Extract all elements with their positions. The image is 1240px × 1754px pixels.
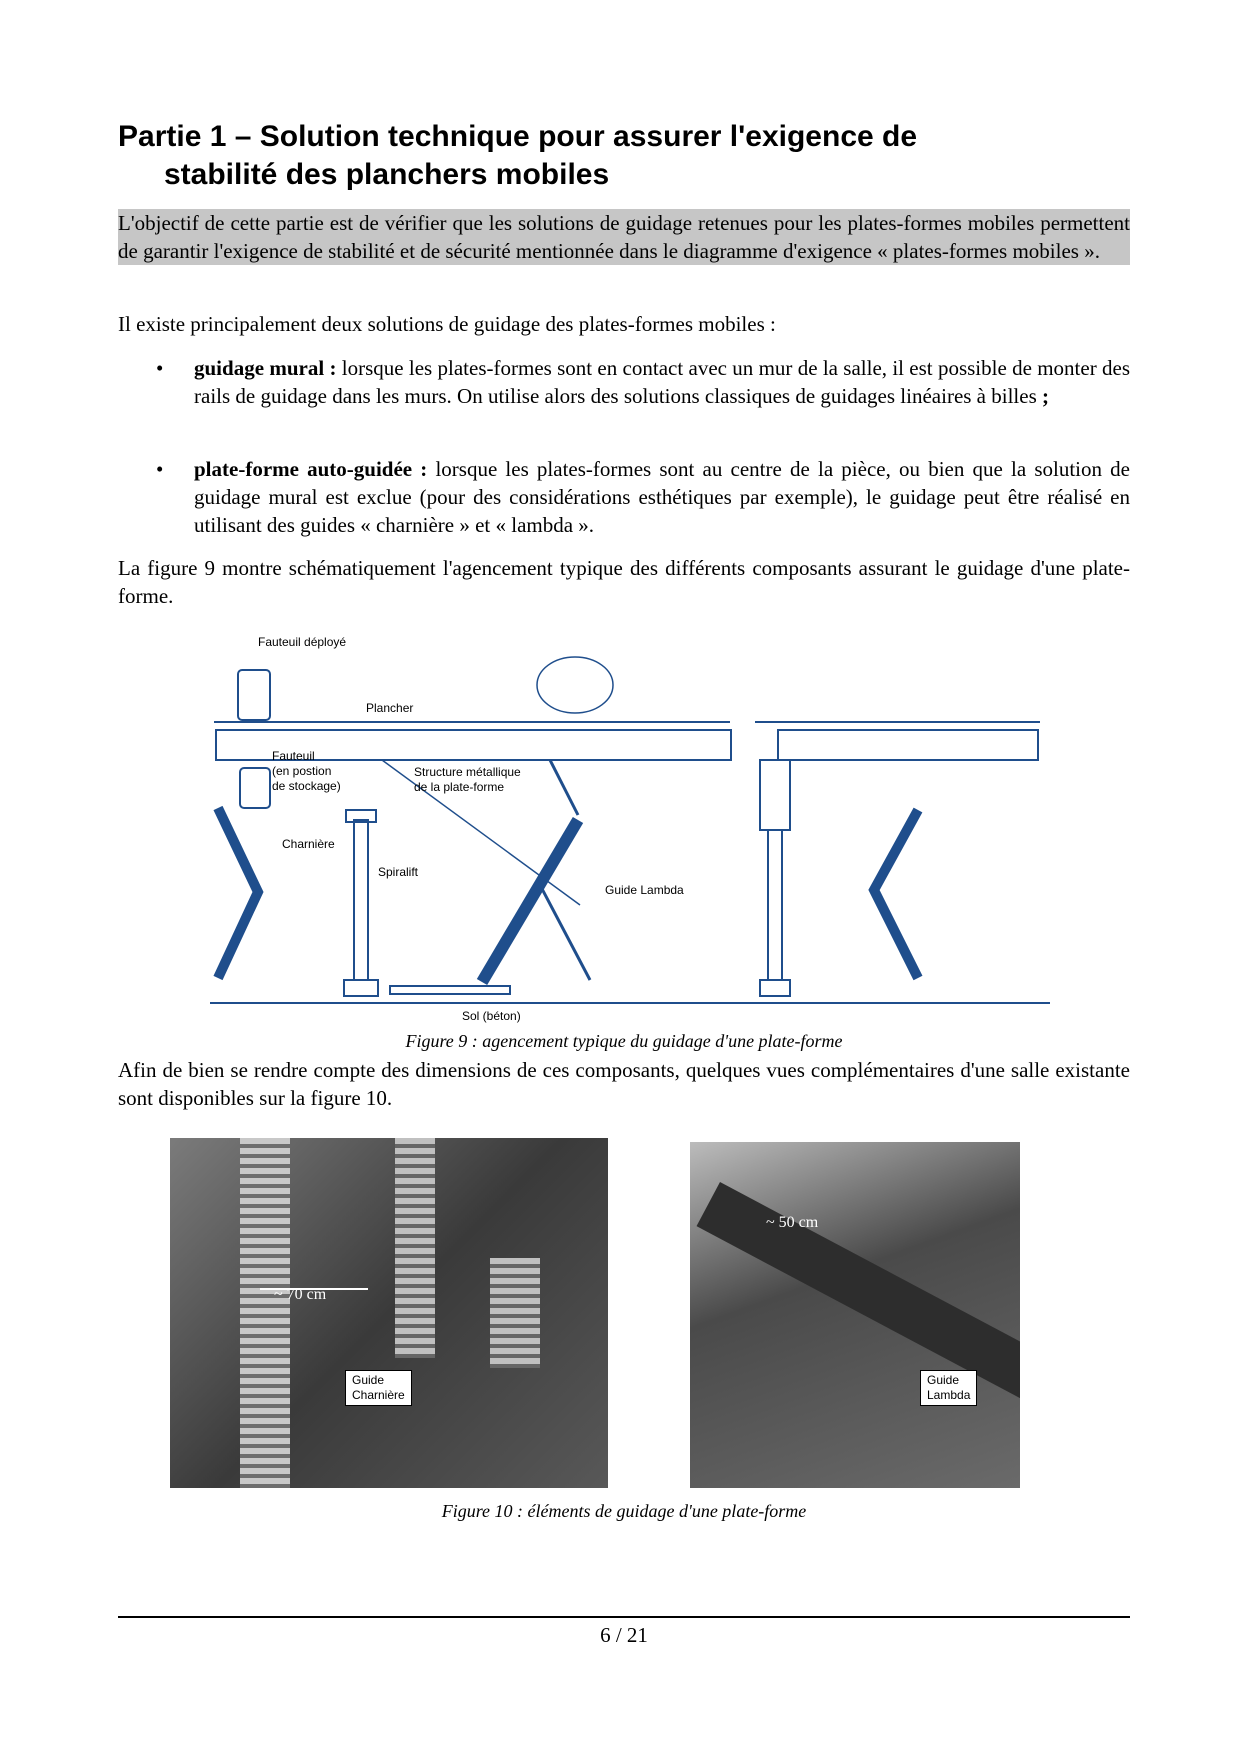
photo1-label: Guide Charnière xyxy=(345,1370,412,1406)
lambda-rail xyxy=(390,986,510,994)
figure10-intro-paragraph: Afin de bien se rendre compte des dimensions de ces composants, quelques vues complémentaires d'une salle existante sont disponibles sur la figure 10. xyxy=(118,1058,1130,1110)
label-structure-1: Structure métallique xyxy=(414,765,521,779)
label-spiralift: Spiralift xyxy=(378,865,419,879)
bullet-guidage-mural xyxy=(156,354,1130,410)
figure9-diagram xyxy=(210,630,1050,1030)
spiralift-right xyxy=(768,830,782,980)
figure10-caption: Figure 10 : éléments de guidage d'une plate-forme xyxy=(441,1501,807,1521)
bullet-term: guidage mural : xyxy=(194,356,337,380)
label-fauteuil: Fauteuil xyxy=(272,749,315,763)
label-fauteuil-3: de stockage) xyxy=(272,779,341,793)
label-fauteuil-2: (en postion xyxy=(272,764,332,778)
label-guide-lambda: Guide Lambda xyxy=(605,883,684,897)
photo2-dimension: ~ 50 cm xyxy=(766,1214,819,1231)
section-title xyxy=(118,118,1138,194)
figure9-intro-paragraph: La figure 9 montre schématiquement l'agencement typique des différents composants assurant le guidage d'une plate-forme. xyxy=(118,556,1130,608)
bullet-term: plate-forme auto-guidée : xyxy=(194,457,428,481)
figure9-caption: Figure 9 : agencement typique du guidage d'une plate-forme xyxy=(405,1031,843,1051)
fauteuil-deploye-shape xyxy=(238,670,270,720)
photo2-label: Guide Lambda xyxy=(920,1370,977,1406)
bullet-dot: • xyxy=(156,457,164,481)
charniere-left xyxy=(218,808,258,978)
bullet-text: lorsque les plates-formes sont en contact avec un mur de la salle, il est possible de monter des rails de guidage dans les murs. On utilise alors des solutions classiques de guidages linéaires à billes xyxy=(194,356,1130,408)
label-plancher: Plancher xyxy=(366,701,414,715)
section-title-line1: Partie 1 – Solution technique pour assurer l'exigence de xyxy=(118,120,918,153)
label-structure-2: de la plate-forme xyxy=(414,780,505,794)
spiralift-left xyxy=(354,820,368,980)
footer-divider xyxy=(118,1616,1130,1618)
label-fauteuil-deploye: Fauteuil déployé xyxy=(258,635,347,649)
elephant-illustration xyxy=(537,657,613,713)
charniere-right xyxy=(874,810,918,978)
photo-guide-lambda xyxy=(690,1142,1020,1488)
section-title-line2: stabilité des planchers mobiles xyxy=(164,158,610,191)
label-sol: Sol (béton) xyxy=(462,1009,521,1023)
bullet-dot: • xyxy=(156,356,164,380)
bullet-text: lorsque les plates-formes sont au centre de la pièce, ou bien que la solution de guidage mural est exclue (pour des considérations esthétiques par exemple), le guidage peut être réalisé en utilisant des guides « charnière » et « lambda ». xyxy=(194,457,1130,537)
guide-lambda-leg xyxy=(540,885,590,980)
photo1-dimension: ~ 70 cm xyxy=(274,1286,327,1303)
intro-paragraph: Il existe principalement deux solutions de guidage des plates-formes mobiles : xyxy=(118,312,776,336)
page-number: 6 / 21 xyxy=(600,1623,648,1647)
objective-paragraph: L'objectif de cette partie est de vérifier que les solutions de guidage retenues pour les plates-formes mobiles permettent de garantir l'exigence de stabilité et de sécurité mentionnée dans le diagramme d'exigence « plates-formes mobiles ». xyxy=(118,211,1130,263)
platform-beam-right xyxy=(778,730,1038,760)
label-charniere: Charnière xyxy=(282,837,335,851)
bullet-end: ; xyxy=(1042,384,1049,408)
fauteuil-stockage-shape xyxy=(240,768,270,808)
bullet-plate-forme-auto-guidee xyxy=(156,455,1130,539)
photo-guide-charniere xyxy=(170,1138,608,1488)
